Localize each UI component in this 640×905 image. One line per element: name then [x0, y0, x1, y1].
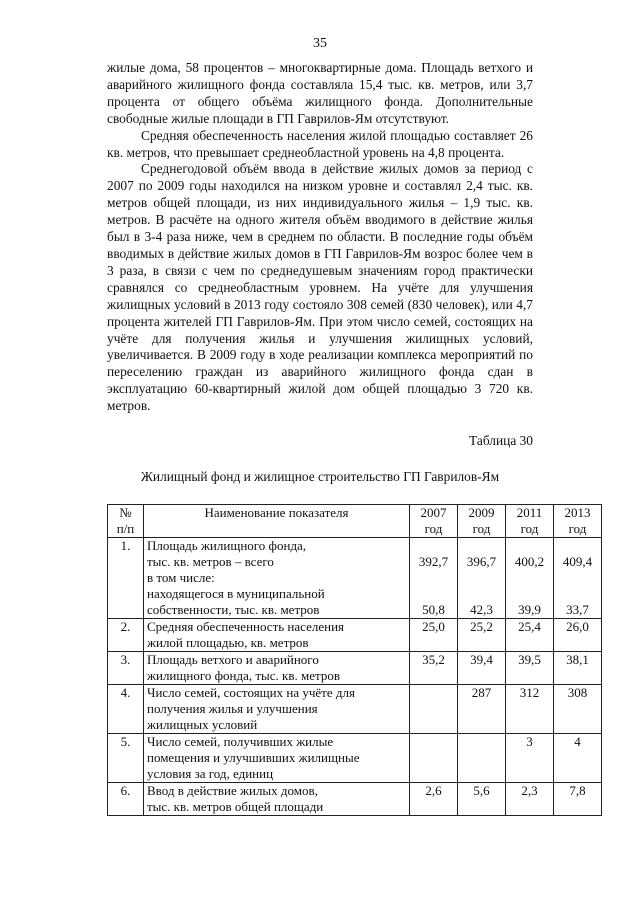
row-value: 4: [554, 734, 602, 783]
row-number: 6.: [108, 783, 144, 816]
housing-table: [107, 504, 602, 816]
row-value: 312: [506, 685, 554, 734]
row-number: 1.: [108, 538, 144, 619]
indicator-line: жилой площадью, кв. метров: [147, 635, 309, 650]
row-indicator: [144, 538, 410, 619]
value-municipal: 39,9: [518, 602, 541, 617]
paragraph: Среднегодовой объём ввода в действие жилых домов за период с 2007 по 2009 годы находился на низком уровне и составлял 2,4 тыс. кв. метров общей площади, из них индивидуального жилья – 1,9 тыс. кв. метров. В расчёте на одного жителя объём вводимого в действие жилья был в 3-4 раза ниже, чем в среднем по области. В последние годы объём вводимых в действие жилых домов в ГП Гаврилов-Ям возрос более чем в 3 раза, в связи с чем по среднедушевым значениям город практически сравнялся со среднеобластным уровнем. На учёте для улучшения жилищных условий в 2013 году состояло 308 семей (830 человек), или 4,7 процента жителей ГП Гаврилов-Ям. При этом число семей, состоящих на учёте для получения жилья и улучшения жилищных условий, увеличивается. В 2009 году в ходе реализации комплекса мероприятий по переселению граждан из аварийного жилищного фонда сдан в эксплуатацию 60-квартирный жилой дом общей площадью 3 720 кв. метров.: [107, 161, 533, 414]
header-year: 2007 год: [410, 505, 458, 538]
row-value: [458, 538, 506, 619]
indicator-line: помещения и улучшивших жилищные: [147, 750, 360, 765]
row-value: 26,0: [554, 619, 602, 652]
row-value: [410, 734, 458, 783]
indicator-line: в том числе:: [147, 570, 215, 585]
table-row: [108, 685, 602, 734]
indicator-line: Число семей, состоящих на учёте для: [147, 685, 355, 700]
indicator-line: собственности, тыс. кв. метров: [147, 602, 320, 617]
row-number: 2.: [108, 619, 144, 652]
row-number: 5.: [108, 734, 144, 783]
row-value: 35,2: [410, 652, 458, 685]
row-value: 38,1: [554, 652, 602, 685]
table-row: [108, 619, 602, 652]
indicator-line: жилищных условий: [147, 717, 258, 732]
row-value: 39,4: [458, 652, 506, 685]
value-municipal: 42,3: [470, 602, 493, 617]
row-value: 25,2: [458, 619, 506, 652]
row-value: 2,6: [410, 783, 458, 816]
table-header-row: [108, 505, 602, 538]
indicator-line: Площадь жилищного фонда,: [147, 538, 307, 553]
value-municipal: 50,8: [422, 602, 445, 617]
table-row: [108, 652, 602, 685]
body-text: [107, 60, 533, 415]
indicator-line: тыс. кв. метров общей площади: [147, 799, 324, 814]
row-indicator: [144, 734, 410, 783]
table-caption: Таблица 30: [469, 433, 533, 448]
row-value: [410, 685, 458, 734]
header-year: 2009 год: [458, 505, 506, 538]
row-value: [506, 538, 554, 619]
row-value: [410, 538, 458, 619]
header-indicator: Наименование показателя: [144, 505, 410, 538]
value-total: 400,2: [514, 554, 545, 569]
indicator-line: Ввод в действие жилых домов,: [147, 783, 318, 798]
row-value: 7,8: [554, 783, 602, 816]
row-value: 308: [554, 685, 602, 734]
table-title: Жилищный фонд и жилищное строительство ГП Гаврилов-Ям: [140, 469, 500, 484]
value-total: 396,7: [466, 554, 497, 569]
page-number: 35: [313, 36, 327, 51]
row-indicator: [144, 783, 410, 816]
paragraph: жилые дома, 58 процентов – многоквартирные дома. Площадь ветхого и аварийного жилищного фонда составляла 15,4 тыс. кв. метров, или 3,7 процента от общего объёма жилищного фонда. Дополнительные свободные жилые площади в ГП Гаврилов-Ям отсутствуют.: [107, 60, 533, 126]
header-number: № п/п: [108, 505, 144, 538]
value-municipal: 33,7: [566, 602, 589, 617]
row-value: 5,6: [458, 783, 506, 816]
indicator-line: условия за год, единиц: [147, 766, 274, 781]
row-indicator: [144, 652, 410, 685]
row-indicator: [144, 619, 410, 652]
row-value: 3: [506, 734, 554, 783]
row-value: 25,4: [506, 619, 554, 652]
row-value: 2,3: [506, 783, 554, 816]
row-indicator: [144, 685, 410, 734]
header-year: 2013 год: [554, 505, 602, 538]
row-number: 3.: [108, 652, 144, 685]
table-row: [108, 538, 602, 619]
indicator-line: Площадь ветхого и аварийного: [147, 652, 319, 667]
table-row: [108, 734, 602, 783]
indicator-line: находящегося в муниципальной: [147, 586, 325, 601]
row-value: 39,5: [506, 652, 554, 685]
row-number: 4.: [108, 685, 144, 734]
value-total: 392,7: [418, 554, 449, 569]
indicator-line: Средняя обеспеченность населения: [147, 619, 345, 634]
indicator-line: тыс. кв. метров – всего: [147, 554, 274, 569]
row-value: [554, 538, 602, 619]
row-value: 287: [458, 685, 506, 734]
paragraph: Средняя обеспеченность населения жилой площадью составляет 26 кв. метров, что превышает среднеобластной уровень на 4,8 процента.: [107, 127, 533, 160]
row-value: 25,0: [410, 619, 458, 652]
indicator-line: жилищного фонда, тыс. кв. метров: [147, 668, 340, 683]
value-total: 409,4: [562, 554, 593, 569]
indicator-line: Число семей, получивших жилые: [147, 734, 334, 749]
table-row: [108, 783, 602, 816]
header-year: 2011 год: [506, 505, 554, 538]
row-value: [458, 734, 506, 783]
indicator-line: получения жилья и улучшения: [147, 701, 318, 716]
